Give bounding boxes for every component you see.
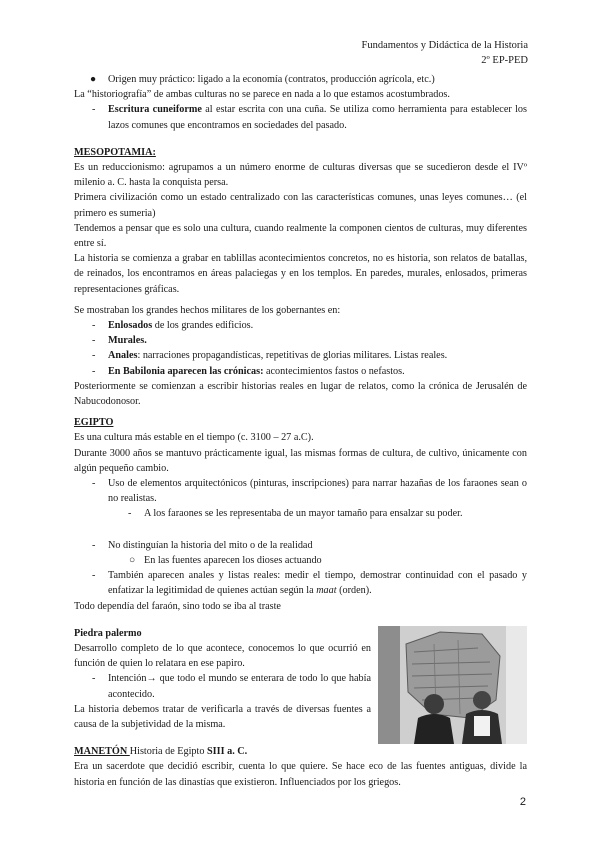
list-item: - Anales: narraciones propagandísticas, repetitivas de glorias militares. Listas reales.: [92, 350, 448, 362]
list-item: - Escritura cuneiforme al estar escrita con una cuña. Se utiliza como herramienta para establecer los lazos comunes que encontramos en sociedades del pasado.: [92, 104, 527, 131]
section-title-mesopotamia: MESOPOTAMIA:: [74, 146, 156, 158]
list-item: - Murales.: [92, 335, 147, 347]
palermo-stone-photo: [378, 626, 527, 744]
sub-list-item: ○ En las fuentes aparecen los dioses actuando: [74, 553, 527, 568]
dash-marker: -: [92, 104, 96, 116]
list-item: - También aparecen anales y listas reales: medir el tiempo, demostrar continuidad con el pasado y enfatizar la legitimidad de quienes actúan según la maat (orden).: [92, 570, 527, 597]
list-item: - Intención→ que todo el mundo se enterara de todo lo que había acontecido.: [92, 673, 371, 700]
paragraph: Era un sacerdote que decidió escribir, cuenta lo que quiere. Se hace eco de las fuentes antiguas, divide la historia en función de las dinastías que existieron. Influenciados por los griegos.: [74, 761, 527, 788]
paragraph: Tendemos a pensar que es solo una cultura, cuando realmente la componen cientos de culturas, muy diferentes entre sí.: [74, 222, 527, 250]
section-title-maneton: MANETÓN Historia de Egipto SIII a. C.: [74, 746, 248, 758]
paragraph: Posteriormente se comienzan a escribir historias reales en lugar de relatos, como la crónica de Jerusalén de Nabucodonosor.: [74, 380, 527, 408]
list-item: - No distinguían la historia del mito o de la realidad: [92, 539, 313, 551]
paragraph: Desarrollo completo de lo que acontece, conocemos lo que ocurrió en función de quien lo relatara en ese papiro.: [74, 642, 371, 670]
bullet-dot: ●: [90, 74, 97, 85]
paragraph: Todo dependía del faraón, sino todo se iba al traste: [74, 600, 281, 612]
page-header: [362, 38, 529, 68]
page-number: 2: [519, 796, 526, 808]
paragraph: La historia debemos tratar de verificarla a través de diversas fuentes a causa de la subjetividad de la misma.: [74, 703, 371, 730]
paragraph: Primera civilización como un estado centralizado con las características comunes, unas leyes comunes… (el primero es sumeria): [74, 192, 527, 219]
sub-list-item: - A los faraones se les representaba de un mayor tamaño para ensalzar su poder.: [128, 508, 463, 520]
list-item: ● Origen muy práctico: ligado a la economía (contratos, producción agrícola, etc.): [74, 72, 527, 87]
header-course-title: Fundamentos y Didáctica de la Historia: [361, 40, 528, 51]
document-body: [74, 72, 527, 790]
photo-illustration: [378, 626, 527, 744]
piedra-section: [74, 626, 527, 732]
section-title-egipto: EGIPTO: [74, 417, 114, 429]
list-item: - Uso de elementos arquitectónicos (pinturas, inscripciones) para narrar hazañas de los faraones sean o no realistas.: [92, 478, 527, 505]
paragraph: Es una cultura más estable en el tiempo (c. 3100 – 27 a.C).: [74, 432, 314, 444]
paragraph: La “historiografía” de ambas culturas no se parece en nada a lo que estamos acostumbrados.: [74, 89, 450, 101]
header-course-group: 2º EP-PED: [481, 55, 528, 66]
section-title-piedra: Piedra palermo: [74, 627, 142, 639]
list-item: - En Babilonia aparecen las crónicas: acontecimientos fastos o nefastos.: [92, 365, 405, 377]
list-item: - Enlosados de los grandes edificios.: [92, 320, 254, 332]
paragraph: Es un reduccionismo: agrupamos a un número enorme de culturas diversas que se sucedieron desde el IVº milenio a. C. hasta la conquista persa.: [74, 162, 527, 189]
circle-bullet-icon: ○: [129, 554, 136, 566]
piedra-text: [74, 626, 371, 732]
paragraph: Durante 3000 años se mantuvo prácticamente igual, las mismas formas de cultura, de cultivo, únicamente con algún pequeño cambio.: [74, 447, 527, 474]
paragraph: Se mostraban los grandes hechos militares de los gobernantes en:: [74, 304, 341, 316]
paragraph: La historia se comienza a grabar en tablillas acontecimientos concretos, no es historia, son relatos de batallas, de reinados, los encontramos en áreas palaciegas y en los templos. En paredes, murales, enlosados, primeras representaciones gráficas.: [74, 253, 527, 295]
